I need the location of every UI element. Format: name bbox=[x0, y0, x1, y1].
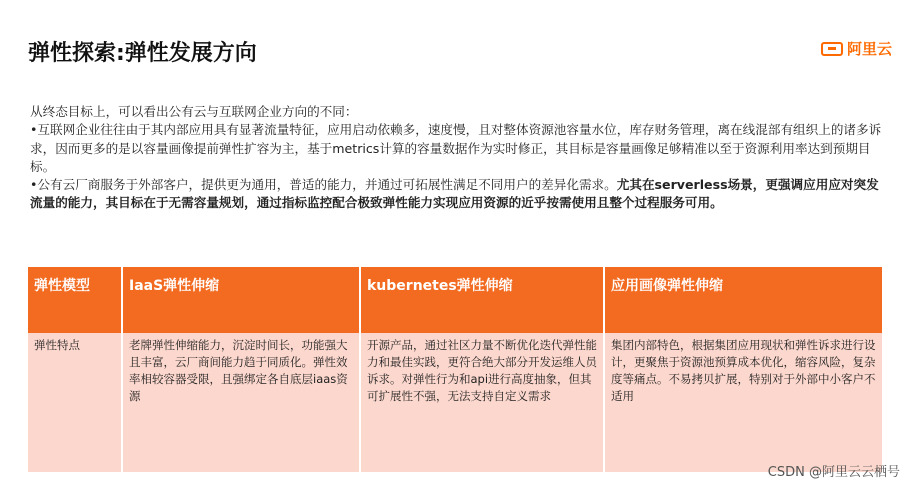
bullet-public-cloud bbox=[30, 176, 890, 213]
table-cell: 集团内部特色，根据集团应用现状和弹性诉求进行设计，更聚焦于资源池预算成本优化，缩容风险，复杂度等痛点。不易拷贝扩展，特别对于外部中小客户不适用 bbox=[604, 333, 882, 472]
table-cell: 弹性特点 bbox=[28, 333, 122, 472]
intro-line: 从终态目标上，可以看出公有云与互联网企业方向的不同： bbox=[30, 104, 358, 119]
bullet-public-cloud-bold: 尤其在serverless场景，更强调应用应对突发流量的能力，其目标在于无需容量规划，通过指标监控配合极致弹性能力实现应用资源的近乎按需使用且整个过程服务可用。 bbox=[30, 177, 879, 211]
table-cell: 开源产品，通过社区力量不断优化迭代弹性能力和最佳实践，更符合绝大部分开发运维人员诉求。对弹性行为和api进行高度抽象，但其可扩展性不强，无法支持自定义需求 bbox=[360, 333, 604, 472]
aliyun-logo bbox=[821, 38, 892, 59]
page-title: 弹性探索:弹性发展方向 bbox=[28, 41, 257, 66]
table-header: 弹性模型 bbox=[28, 267, 122, 333]
table-cell: 老牌弹性伸缩能力，沉淀时间长，功能强大且丰富，云厂商间能力趋于同质化。弹性效率相较容器受限，且强绑定各自底层iaas资源 bbox=[122, 333, 360, 472]
bullet-public-cloud-normal: •公有云厂商服务于外部客户，提供更为通用，普适的能力，并通过可拓展性满足不同用户的差异化需求。 bbox=[30, 177, 617, 193]
aliyun-logo-icon bbox=[821, 42, 843, 56]
bullet-internet: •互联网企业往往由于其内部应用具有显著流量特征，应用启动依赖多，速度慢，且对整体资源池容量水位，库存财务管理，离在线混部有组织上的诸多诉求，因而更多的是以容量画像提前弹性扩容为主，基于metrics计算的容量数据作为实时修正，其目标是容量画像足够精准以至于资源利用率达到预期目标。 bbox=[30, 122, 882, 174]
logo-text: 阿里云 bbox=[846, 40, 892, 58]
body-text bbox=[30, 103, 890, 213]
table-header: 应用画像弹性伸缩 bbox=[604, 267, 882, 333]
table-header-row bbox=[28, 267, 882, 333]
comparison-table bbox=[28, 267, 882, 472]
table-header: IaaS弹性伸缩 bbox=[122, 267, 360, 333]
table-header: kubernetes弹性伸缩 bbox=[360, 267, 604, 333]
table-row bbox=[28, 333, 882, 472]
watermark: CSDN @阿里云云栖号 bbox=[767, 465, 900, 480]
